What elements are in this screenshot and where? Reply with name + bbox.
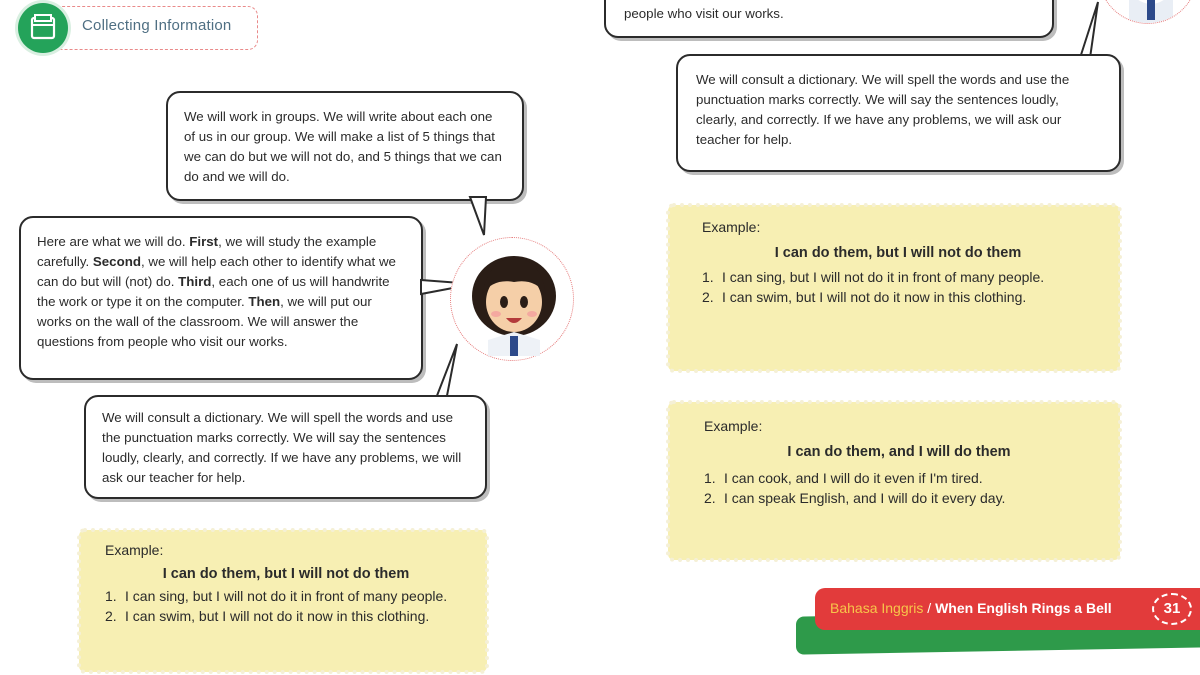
speech-bubble-dictionary-left — [84, 395, 487, 499]
avatar-partial — [1098, 0, 1198, 24]
bubble-text: We will work in groups. We will write about each one of us in our group. We will make a list of 5 things that we can do but we will not do, and 5 things that we can do and we will do. — [184, 109, 502, 184]
speech-bubble-steps — [19, 216, 423, 380]
emphasis-word: Third — [178, 274, 212, 289]
example-box — [668, 402, 1120, 560]
speech-bubble-dictionary-right — [676, 54, 1121, 172]
list-item: 1. I can sing, but I will not do it in front of many people. — [105, 588, 448, 604]
emphasis-word: First — [189, 234, 219, 249]
emphasis-word: Second — [92, 254, 141, 269]
bubble-text: We will consult a dictionary. We will spell the words and use the punctuation marks correctly. We will say the sentences loudly, clearly, and correctly. If we have any problems, we will ask our teacher for help. — [696, 72, 1070, 147]
example-box — [79, 530, 487, 672]
text-segment: , we will put our works on the wall of the classroom. We will answer the questions from people who visit our works. — [37, 294, 372, 349]
list-item: 2. I can swim, but I will not do it now in this clothing. — [105, 608, 430, 624]
list-item: 1. I can sing, but I will not do it in front of many people. — [702, 269, 1045, 285]
example-label: Example: — [704, 418, 763, 434]
page-number: 31 — [1152, 593, 1192, 625]
book-title: Bahasa Inggris — [830, 600, 924, 616]
example-heading: I can do them, but I will not do them — [162, 566, 410, 582]
example-heading: I can do them, but I will not do them — [774, 245, 1022, 261]
example-box — [668, 205, 1120, 371]
bubble-tail — [460, 195, 500, 240]
example-list — [105, 586, 467, 626]
bubble-text: people who visit our works. — [624, 6, 784, 21]
book-subtitle: When English Rings a Bell — [935, 600, 1112, 616]
text-segment: , we will study the example carefully. — [37, 234, 377, 269]
section-title: Collecting Information — [82, 17, 232, 34]
folder-icon — [18, 3, 68, 53]
example-list — [702, 267, 1094, 307]
text-segment: , each one of us will handwrite the work or type it on the computer. — [37, 274, 390, 309]
example-heading: I can do them, and I will do them — [787, 444, 1011, 460]
example-label: Example: — [702, 219, 761, 235]
girl-avatar-icon — [460, 244, 568, 356]
speech-bubble-groups — [166, 91, 524, 201]
example-list — [704, 468, 1094, 508]
speech-bubble-fragment — [604, 0, 1054, 38]
list-item: 1. I can cook, and I will do it even if I'm tired. — [704, 470, 983, 486]
bubble-text — [37, 232, 405, 352]
list-item: 2. I can speak English, and I will do it every day. — [704, 490, 1006, 506]
bubble-text: We will consult a dictionary. We will spell the words and use the punctuation marks correctly. We will say the sentences loudly, clearly, and correctly. If we have any problems, we will ask our teacher for help. — [102, 410, 462, 485]
footer-title — [830, 600, 1112, 616]
example-label: Example: — [105, 542, 164, 558]
footer-separator: / — [923, 600, 936, 616]
emphasis-word: Then — [248, 294, 281, 309]
list-item: 2. I can swim, but I will not do it now in this clothing. — [702, 289, 1027, 305]
text-segment: , we will help each other to identify what we can do but will (not) do. — [37, 254, 396, 289]
text-segment: Here are what we will do. — [37, 234, 190, 249]
